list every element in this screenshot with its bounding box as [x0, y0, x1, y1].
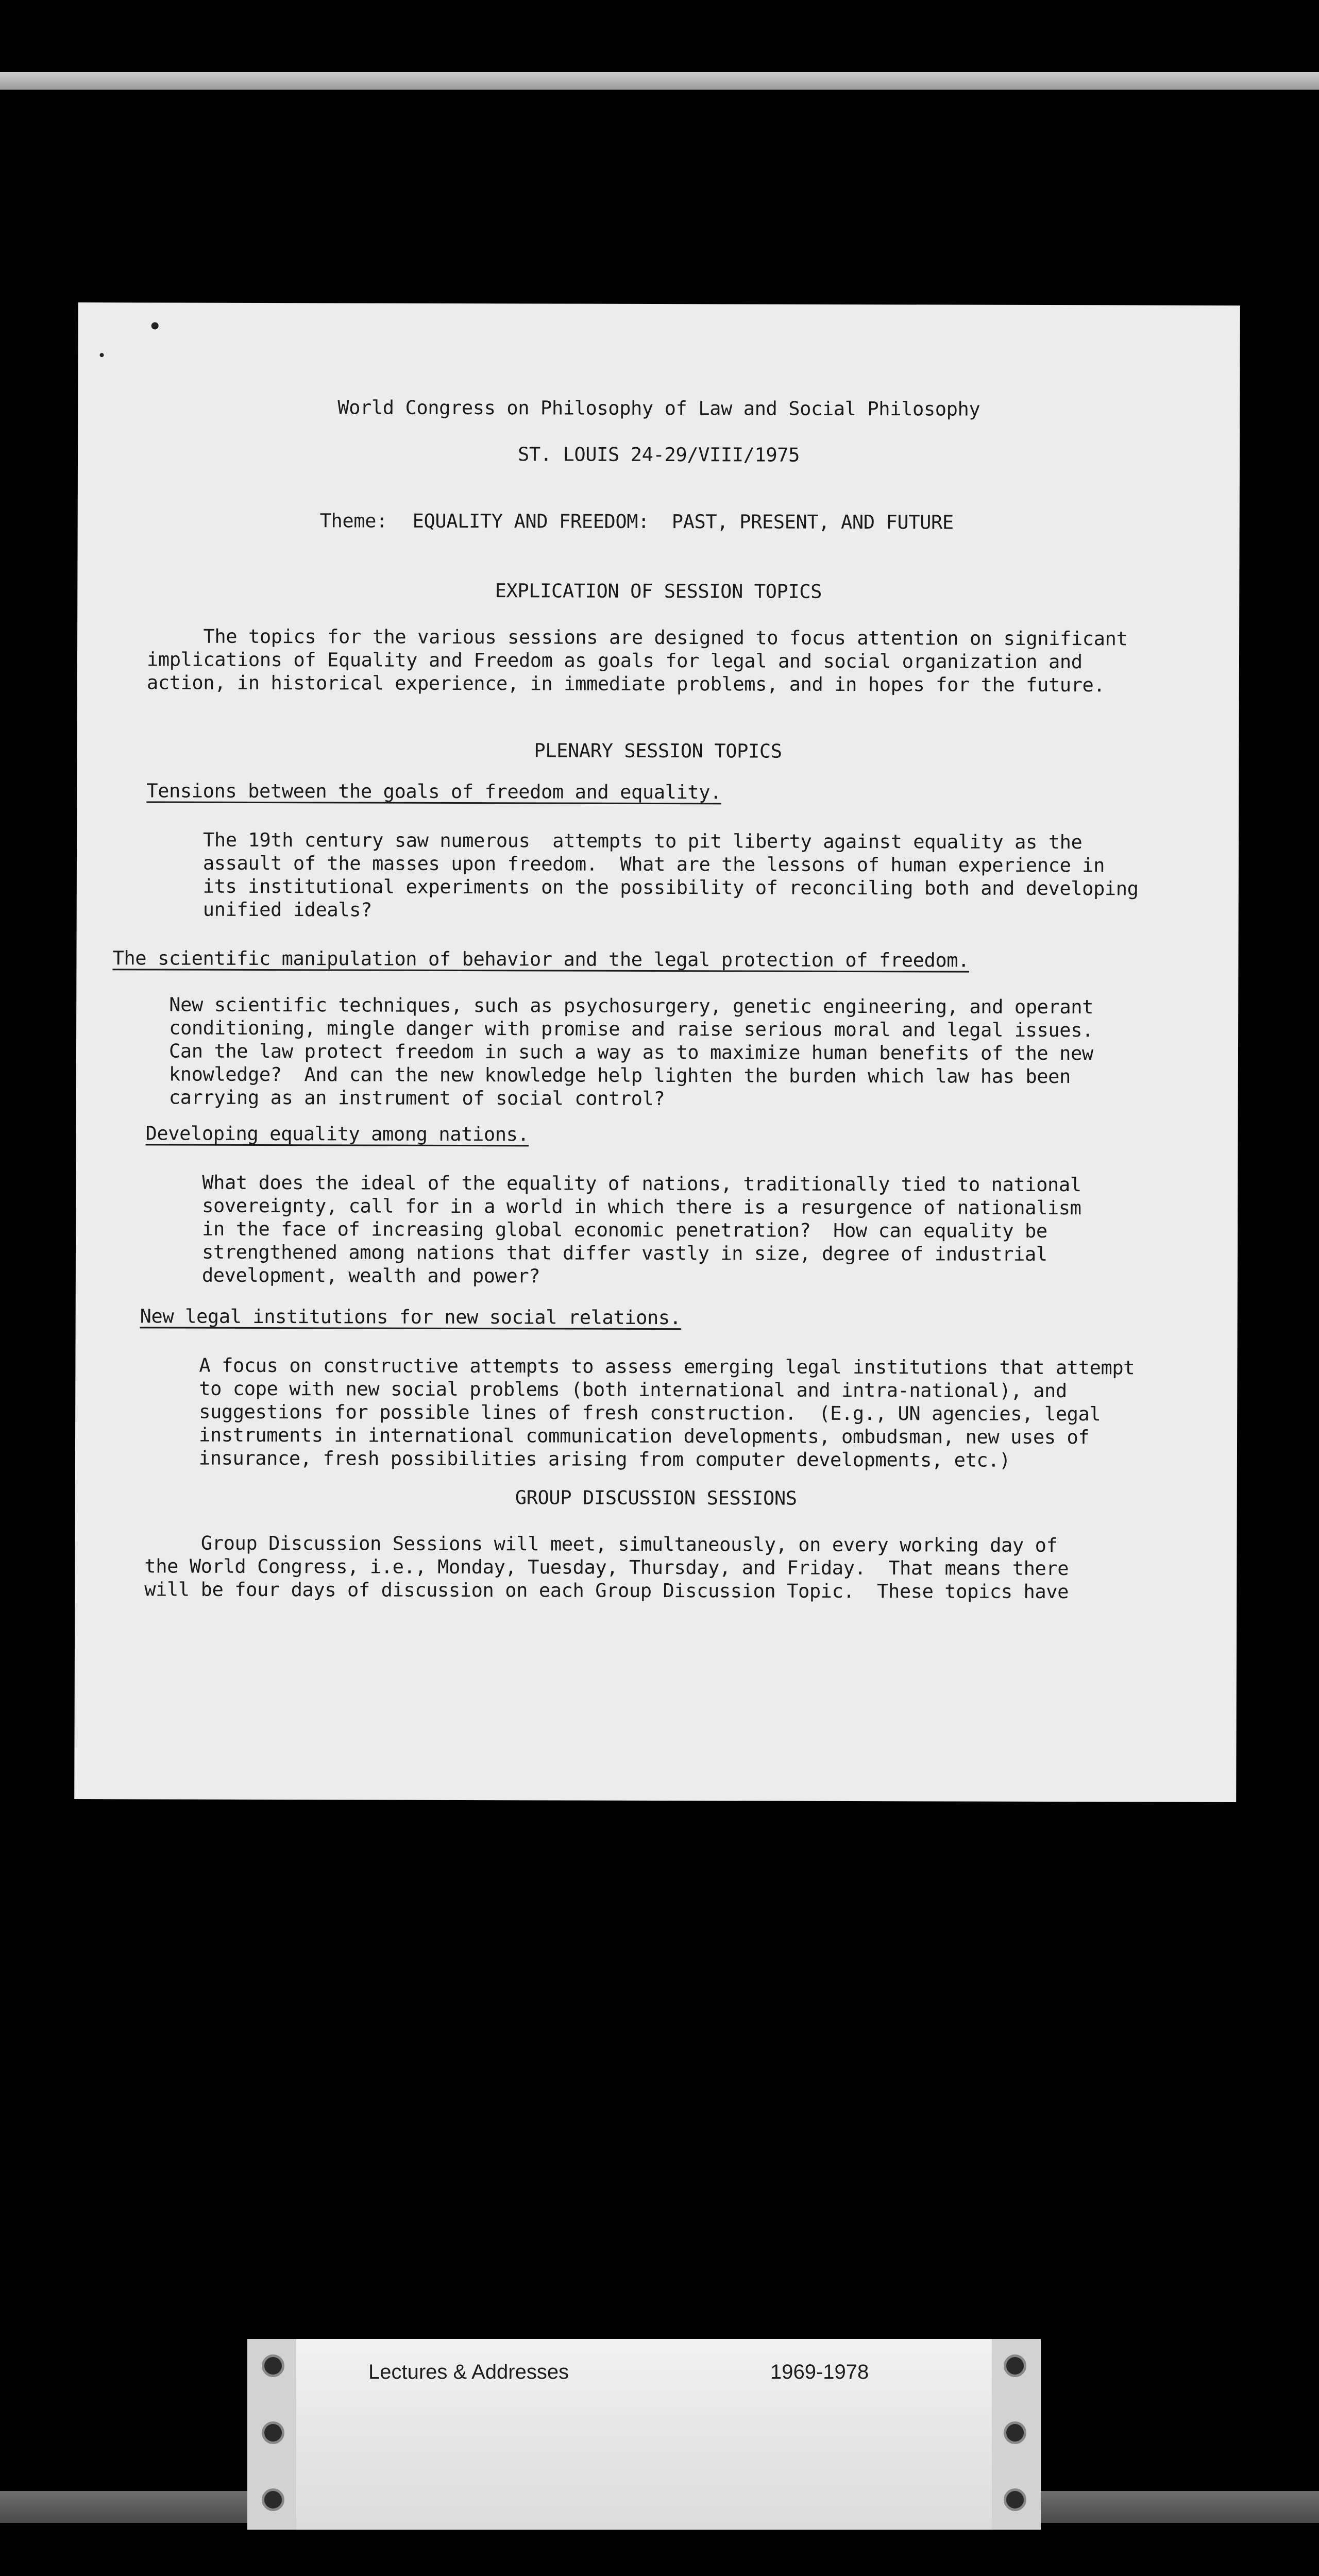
- topic-title: Developing equality among nations.: [145, 1122, 529, 1146]
- topic-title: Tensions between the goals of freedom and equality.: [146, 779, 722, 804]
- topic-line: The 19th century saw numerous attempts to pit liberty against equality as the: [203, 828, 1083, 854]
- group-line: will be four days of discussion on each Group Discussion Topic. These topics have: [144, 1578, 1069, 1603]
- years-label: 1969-1978: [770, 2361, 869, 2383]
- explication-line: implications of Equality and Freedom as goals for legal and social organization and: [146, 648, 1083, 673]
- theme-label: Theme:: [319, 510, 388, 532]
- theme-text: EQUALITY AND FREEDOM: PAST, PRESENT, AND FUTURE: [412, 510, 954, 534]
- topic-line: in the face of increasing global economic penetration? How can equality be: [202, 1217, 1047, 1242]
- topic-title: The scientific manipulation of behavior and the legal protection of freedom.: [112, 947, 970, 972]
- plenary-heading: PLENARY SESSION TOPICS: [534, 739, 782, 762]
- topic-line: assault of the masses upon freedom. What are the lessons of human experience in: [202, 852, 1105, 877]
- explication-line: action, in historical experience, in immediate problems, and in hopes for the future.: [146, 671, 1105, 697]
- topic-title: New legal institutions for new social relations.: [140, 1305, 681, 1329]
- topic-line: its institutional experiments on the possibility of reconciling both and developing: [202, 875, 1139, 900]
- punch-hole-icon: [262, 2488, 284, 2511]
- document-page: [74, 302, 1240, 1802]
- collection-label: Lectures & Addresses: [368, 2361, 569, 2383]
- congress-title: World Congress on Philosophy of Law and Social Philosophy: [337, 396, 980, 420]
- topic-line: insurance, fresh possibilities arising from computer developments, etc.): [198, 1447, 1011, 1471]
- punch-hole-icon: [1004, 2488, 1026, 2511]
- topic-line: What does the ideal of the equality of nations, traditionally tied to national: [202, 1171, 1081, 1196]
- punch-hole-icon: [1004, 2421, 1026, 2444]
- archive-label-card: [247, 2339, 1041, 2530]
- punch-hole-icon: [262, 2354, 284, 2377]
- topic-line: instruments in international communication developments, ombudsman, new uses of: [198, 1423, 1090, 1449]
- explication-heading: EXPLICATION OF SESSION TOPICS: [495, 580, 822, 603]
- topic-line: New scientific techniques, such as psychosurgery, genetic engineering, and operant: [169, 993, 1094, 1019]
- explication-line: The topics for the various sessions are designed to focus attention on significant: [147, 625, 1128, 650]
- punch-hole-icon: [1004, 2354, 1026, 2377]
- speck: [100, 353, 104, 357]
- group-line: the World Congress, i.e., Monday, Tuesday, Thursday, and Friday. That means there: [144, 1555, 1069, 1580]
- topic-line: conditioning, mingle danger with promise and raise serious moral and legal issues.: [169, 1016, 1093, 1042]
- group-heading: GROUP DISCUSSION SESSIONS: [515, 1486, 797, 1510]
- topic-line: A focus on constructive attempts to assess emerging legal institutions that attempt: [199, 1354, 1135, 1379]
- topic-line: development, wealth and power?: [201, 1264, 540, 1287]
- topic-line: strengthened among nations that differ vastly in size, degree of industrial: [201, 1241, 1047, 1265]
- group-line: Group Discussion Sessions will meet, simultaneously, on every working day of: [144, 1532, 1058, 1557]
- speck: [151, 322, 159, 329]
- topic-line: to cope with new social problems (both international and intra-national), and: [199, 1377, 1067, 1402]
- topic-line: carrying as an instrument of social control?: [168, 1086, 665, 1110]
- punch-hole-icon: [262, 2421, 284, 2444]
- topic-line: Can the law protect freedom in such a way as to maximize human benefits of the new: [168, 1040, 1093, 1065]
- place-date: ST. LOUIS 24-29/VIII/1975: [518, 443, 800, 466]
- topic-line: unified ideals?: [202, 898, 372, 921]
- topic-line: sovereignty, call for in a world in which there is a resurgence of nationalism: [202, 1194, 1081, 1219]
- topic-line: suggestions for possible lines of fresh construction. (E.g., UN agencies, legal: [199, 1400, 1101, 1426]
- topic-line: knowledge? And can the new knowledge help lighten the burden which law has been: [168, 1063, 1071, 1088]
- film-strip-top: [0, 72, 1319, 90]
